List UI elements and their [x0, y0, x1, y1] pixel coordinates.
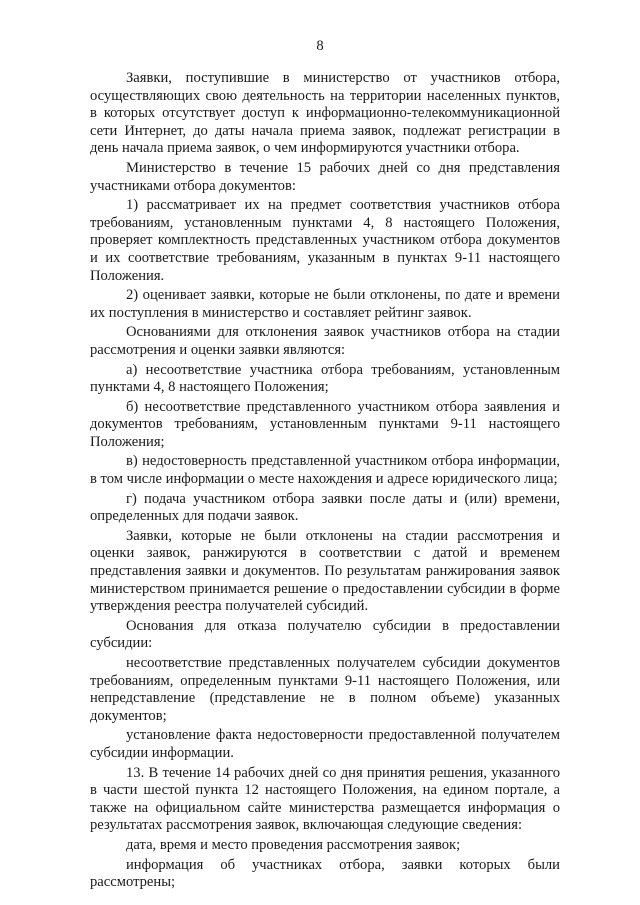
paragraph-info-item-date: дата, время и место проведения рассмотрения заявок; — [126, 836, 461, 853]
paragraph-ranking: Заявки, которые не были отклонены на стадии рассмотрения и оценки заявок, ранжируются в соответствии с датой и временем представления заявки и документов. По результатам ранжирования заявок министерством принимается решение о предоставлении субсидии в форме утверждения реестра получателей субсидий. — [90, 527, 560, 615]
paragraph-refusal-ground-1: несоответствие представленных получателем субсидии документов требованиям, определенным пунктами 9-11 настоящего Положения, или непредставление (представление не в полном объеме) указанных документов; — [90, 655, 560, 724]
paragraph-rejection-ground-b: б) несоответствие представленного участником отбора заявления и документов требованиям, установленным пунктами 9-11 настоящего Положения; — [90, 398, 560, 450]
paragraph-rejection-ground-c: в) недостоверность представленной участником отбора информации, в том числе информации о месте нахождения и адресе юридического лица; — [90, 453, 560, 488]
document-body — [90, 70, 560, 892]
paragraph-refusal-grounds-intro: Основания для отказа получателю субсидии в предоставлении субсидии: — [90, 617, 560, 652]
paragraph-refusal-ground-2: установление факта недостоверности предоставленной получателем субсидии информации. — [90, 727, 560, 761]
paragraph-ministry-review-intro: Министерство в течение 15 рабочих дней со дня представления участниками отбора документов: — [90, 159, 560, 194]
paragraph-rejection-ground-d: г) подача участником отбора заявки после даты и (или) времени, определенных для подачи заявок. — [90, 490, 560, 525]
paragraph-rejection-ground-a: а) несоответствие участника отбора требованиям, установленным пунктами 4, 8 настоящего Положения; — [90, 361, 560, 396]
paragraph-late-applications: Заявки, поступившие в министерство от участников отбора, осуществляющих свою деятельность на территории населенных пунктов, в которых отсутствует доступ к информационно-телекоммуникационной сети Интернет, до даты начала приема заявок, подлежат регистрации в день начала приема заявок, о чем информируются участники отбора. — [90, 70, 560, 157]
paragraph-review-item-2: 2) оценивает заявки, которые не были отклонены, по дате и времени их поступления в министерство и составляет рейтинг заявок. — [90, 287, 560, 321]
paragraph-section-13: 13. В течение 14 рабочих дней со дня принятия решения, указанного в части шестой пункта 12 настоящего Положения, на едином портале, а также на официальном сайте министерства размещается информация о результатах рассмотрения заявок, включающая следующие сведения: — [90, 764, 560, 834]
page-number: 8 — [316, 38, 324, 54]
paragraph-rejection-grounds-intro: Основаниями для отклонения заявок участников отбора на стадии рассмотрения и оценки заявки являются: — [90, 324, 560, 358]
paragraph-review-item-1: 1) рассматривает их на предмет соответствия участников отбора требованиям, установленным пунктами 4, 8 настоящего Положения, проверяет комплектность представленных участником отбора документов и их соответствие требованиям, указанным в пунктах 9-11 настоящего Положения. — [90, 197, 560, 284]
paragraph-info-item-participants: информация об участниках отбора, заявки которых были рассмотрены; — [90, 856, 560, 891]
